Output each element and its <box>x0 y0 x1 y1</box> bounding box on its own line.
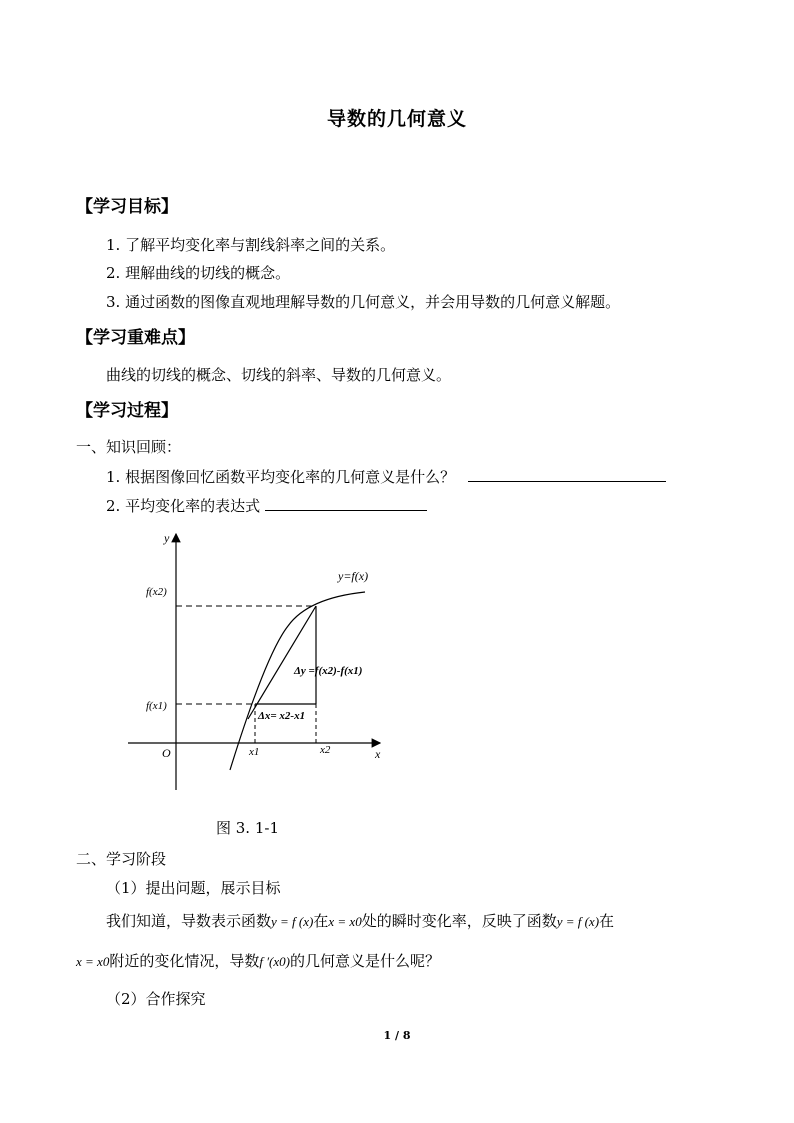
paragraph-line-1-part-c: 处的瞬时变化率，反映了函数 <box>361 912 557 930</box>
paragraph-line-1-part-a: 我们知道，导数表示函数 <box>106 912 272 930</box>
y-axis-label: y <box>164 531 170 545</box>
formula-y-equals-f-x: y = f (x) <box>271 914 314 929</box>
review-question-2 <box>106 494 427 516</box>
formula-f-prime-x0: f ′(x0) <box>259 954 290 969</box>
key-points-text: 曲线的切线的概念、切线的斜率、导数的几何意义。 <box>106 366 452 384</box>
formula-x-equals-x0-2: x = x0 <box>76 954 110 969</box>
review-heading: 一、知识回顾： <box>76 438 182 456</box>
subsection-2-heading: （2）合作探究 <box>106 990 206 1008</box>
paragraph-line-1 <box>106 910 614 931</box>
paragraph-line-2-part-a: 附近的变化情况，导数 <box>109 952 260 970</box>
goal-item-1: 1. 了解平均变化率与割线斜率之间的关系。 <box>106 236 396 254</box>
paragraph-line-2 <box>76 950 440 971</box>
paragraph-line-1-part-b: 在 <box>313 912 329 930</box>
review-question-2-text: 2. 平均变化率的表达式 <box>106 497 261 515</box>
formula-x-equals-x0: x = x0 <box>328 914 362 929</box>
answer-blank-1[interactable] <box>468 465 666 482</box>
figure-caption: 图 3. 1-1 <box>216 819 280 837</box>
page-number: 1 / 8 <box>383 1029 411 1042</box>
study-stage-heading: 二、学习阶段 <box>76 850 167 868</box>
delta-y-label: Δy =f(x2)-f(x1) <box>294 665 363 677</box>
review-question-1-text: 1. 根据图像回忆函数平均变化率的几何意义是什么？ <box>106 468 456 486</box>
section-heading-process: 【学习过程】 <box>76 401 178 421</box>
x1-label: x1 <box>249 746 260 758</box>
review-question-1 <box>106 465 666 487</box>
goal-item-2: 2. 理解曲线的切线的概念。 <box>106 264 291 282</box>
paragraph-line-1-part-d: 在 <box>599 912 615 930</box>
subsection-1-heading: （1）提出问题，展示目标 <box>106 879 281 897</box>
fx1-label: f(x1) <box>146 700 167 712</box>
secant-line <box>248 606 316 719</box>
formula-y-equals-f-x-2: y = f (x) <box>556 914 600 929</box>
answer-blank-2[interactable] <box>265 494 427 511</box>
section-heading-goals: 【学习目标】 <box>76 197 178 217</box>
origin-label: O <box>162 746 171 760</box>
curve-label: y=f(x) <box>338 569 369 583</box>
x-axis-label: x <box>375 747 381 761</box>
delta-x-label: Δx= x2-x1 <box>258 710 306 722</box>
fx2-label: f(x2) <box>146 586 167 598</box>
x2-label: x2 <box>320 744 331 756</box>
paragraph-line-2-part-b: 的几何意义是什么呢？ <box>289 952 440 970</box>
goal-item-3: 3. 通过函数的图像直观地理解导数的几何意义，并会用导数的几何意义解题。 <box>106 293 621 311</box>
secant-line-figure <box>120 528 390 793</box>
section-heading-key-points: 【学习重难点】 <box>76 328 195 348</box>
page-title: 导数的几何意义 <box>326 108 467 130</box>
